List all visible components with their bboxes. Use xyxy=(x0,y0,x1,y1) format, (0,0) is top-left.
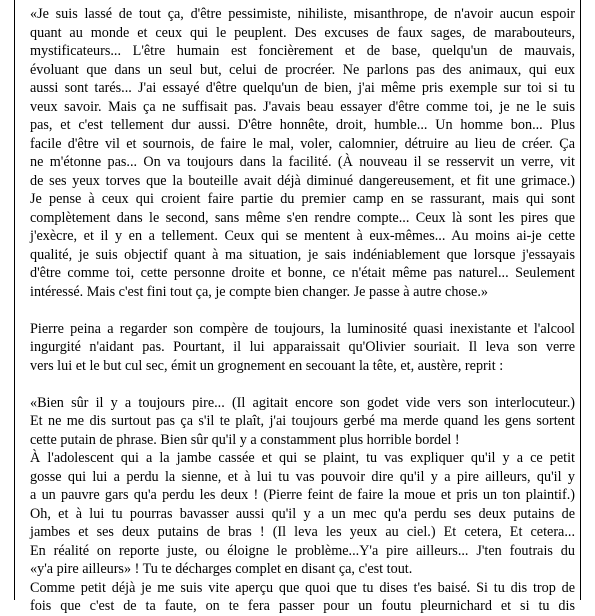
paragraph-gap xyxy=(30,375,575,394)
text-line: jambes et ses deux putains de bras ! (Il leva les yeux au ciel.) Et cetera, Et cetera... xyxy=(30,524,575,540)
text-line: Comme petit déjà je me suis vite aperçu que quoi que tu dises t'es baisé. Si tu dis trop de xyxy=(30,579,575,596)
text-line: veux savoir. Mais ça ne suffisait pas. J'avais beau essayer d'être comme toi, je ne le suis xyxy=(30,98,575,115)
paragraph-3 xyxy=(30,394,575,616)
text-line: ingurgité n'aidant pas. Pourtant, il lui apparaissait qu'Olivier souriait. Il leva son verre xyxy=(30,339,575,355)
text-line: j'exècre, et il y en a tellement. Ceux qui se mentent à eux-mêmes... Au moins ai-je cette xyxy=(30,228,575,244)
text-line: vers lui et le but cul sec, émit un grognement en secouant la tête, et, austère, reprit : xyxy=(30,357,504,374)
text-line: mystificateurs... L'être humain est foncièrement et de base, quelqu'un de mauvais, xyxy=(30,43,575,59)
text-line: À l'adolescent qui a la jambe cassée et qui se plaint, tu vas expliquer qu'il y a ce petit xyxy=(30,450,575,466)
text-line: ne m'étonne pas... On va toujours dans la facilité. (À nouveau il se resservit un verre, vit xyxy=(30,154,575,170)
text-line: Pierre peina a regarder son compère de toujours, la luminosité quasi inexistante et l'alcool xyxy=(30,320,575,337)
text-line: a un pauvre gars qu'a perdu les deux ! (Pierre feint de faire la moue et pris un ton plaintif.) xyxy=(30,487,575,503)
text-line: «y'a pire ailleurs» ! Tu te décharges complet en disant ça, c'est tout. xyxy=(30,561,413,577)
text-line: facile d'être vil et sournois, de faire le mal, voler, calomnier, détruire au lieu de créer. Ça xyxy=(30,135,575,152)
text-line: Oh, et à lui tu pourras bavasser aussi qu'il y a un mec qu'a perdu ses deux putains de xyxy=(30,505,575,522)
paragraph-gap xyxy=(30,301,575,320)
text-line: pas, et c'est tellement dur aussi. D'être honnête, droit, humble... Un homme bon... Plus xyxy=(30,117,575,133)
paragraph-2 xyxy=(30,320,575,376)
text-line: Je pense à ceux qui croient faire partie du premier camp en se rassurant, mais qui sont xyxy=(30,191,575,207)
text-line: évoluant que dans un seul but, celui de procréer. Ne parlons pas des animaux, qui eux xyxy=(30,61,575,78)
paragraph-1 xyxy=(30,5,575,301)
text-line: complètement dans le second, sans même s'en rendre compte... Ceux là sont les pires que xyxy=(30,209,575,226)
text-line: d'être comme toi, cette personne droite et bonne, ce n'était même pas naturel... Seulement xyxy=(30,265,575,281)
text-line: qualité, je suis objectif quant à ma situation, je sais indéniablement que lorsque j'essayais xyxy=(30,246,575,263)
text-line: «Je suis lassé de tout ça, d'être pessimiste, nihiliste, misanthrope, de n'avoir aucun espoir xyxy=(30,6,575,22)
text-line: fois que c'est de ta faute, on te fera passer pour un foutu pleurnichard et si tu dis xyxy=(30,598,575,614)
text-line: aussi sont tarés... J'ai essayé d'être quelqu'un de bien, j'ai même pris exemple sur toi si tu xyxy=(30,80,575,96)
document-body xyxy=(30,5,575,616)
text-line: gosse qui lui a perdu la sienne, et à lui tu vas pouvoir dire qu'il y a pire ailleurs, qu'il y xyxy=(30,468,575,485)
text-line: quant au monde et ceux qui le peuplent. Des excuses de faux sages, de marabouteurs, xyxy=(30,24,575,41)
text-line: Et ne me dis surtout pas ça s'il te plaît, j'ai toujours gerbé ma merde quand les gens sortent xyxy=(30,413,575,429)
text-line: «Bien sûr il y a toujours pire... (Il agitait encore son godet vide vers son interlocuteur.) xyxy=(30,394,575,411)
text-line: intéressé. Mais c'est fini tout ça, je compte bien changer. Je passe à autre chose.» xyxy=(30,283,488,300)
text-line: de ses yeux torves que la bouteille avait déjà diminué dangereusement, et fit une grimace.) xyxy=(30,172,575,189)
text-line: En réalité on reporte juste, ou éloigne le problème...Y'a pire ailleurs... J'ten foutrais du xyxy=(30,542,575,559)
text-line: cette putain de phrase. Bien sûr qu'il y a constamment plus horrible bordel ! xyxy=(30,431,460,448)
